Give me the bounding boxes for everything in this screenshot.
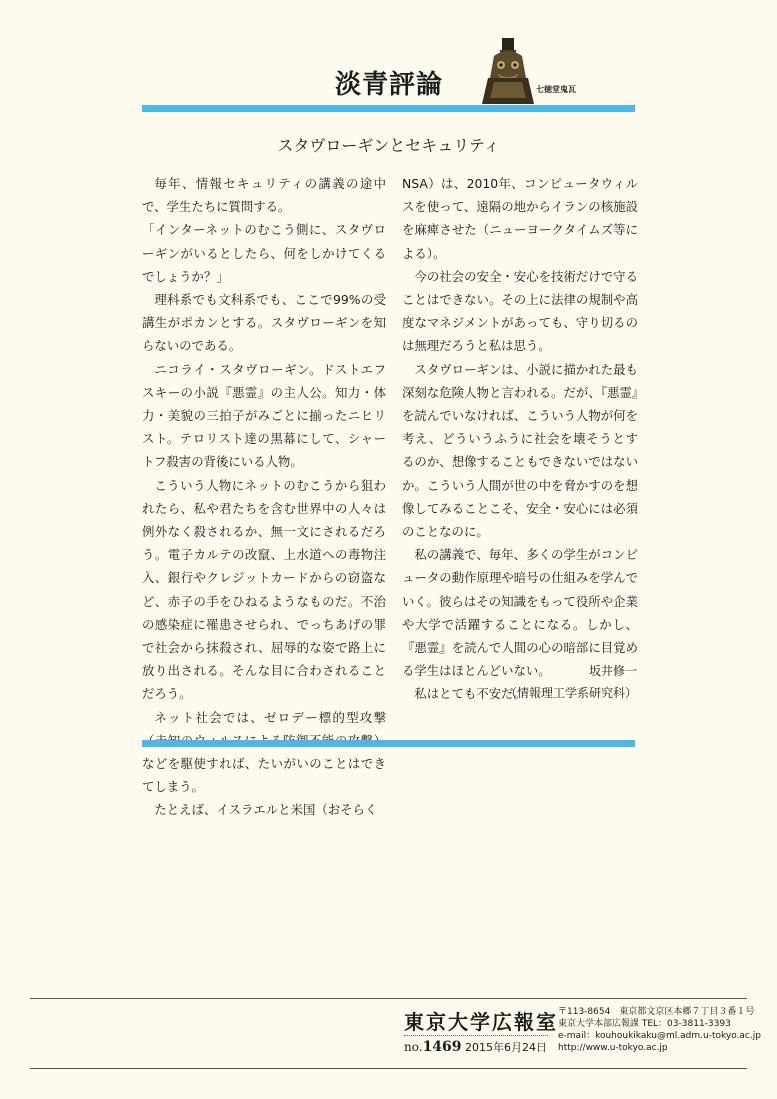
issue-dotted-divider: [404, 1035, 548, 1036]
article-right-column: [402, 172, 638, 706]
contact-info: [558, 1006, 761, 1054]
issue-number: 1469: [422, 1039, 462, 1055]
paragraph: 今の社会の安全・安心を技術だけで守ることはできない。その上に法律の規制や高度なマネジメントがあっても、守り切るのは無理だろうと私は思う。: [402, 268, 638, 354]
paragraph: 毎年、情報セキュリティの講義の途中で、学生たちに質問する。: [142, 176, 386, 215]
bottom-accent-rule: [142, 740, 635, 747]
author-affiliation: （情報理工学系研究科）: [504, 686, 637, 700]
paragraph: たとえば、イスラエルと米国（おそらく: [154, 802, 378, 818]
address: 〒113-8654 東京都文京区本郷７丁目３番１号: [558, 1007, 755, 1017]
paragraph: 理科系でも文科系でも、ここで99%の受講生がポカンとする。スタヴローギンを知らないのである。: [142, 292, 386, 354]
office-tel: 東京大学本部広報課 TEL：03-3811-3393: [558, 1019, 731, 1029]
statue-caption: 七徳堂鬼瓦: [536, 85, 576, 94]
issue-date: 2015年6月24日: [465, 1041, 548, 1054]
author-name: 坂井修一: [588, 664, 637, 678]
paragraph: ネット社会では、ゼロデー標的型攻撃 などを駆使すれば、たいがいのことはできてしまう。: [142, 709, 386, 795]
issue-prefix: no.: [404, 1040, 423, 1054]
onigawara-statue-image: [480, 38, 536, 104]
article-title: スタヴローギンとセキュリティ: [277, 136, 500, 155]
footer-divider-bottom: [30, 1068, 747, 1069]
email-link[interactable]: e-mail：kouhoukikaku@ml.adm.u-tokyo.ac.jp: [558, 1031, 761, 1041]
issue-info: [404, 1039, 547, 1055]
column-header: [142, 38, 635, 113]
office-name: 東京大学広報室: [404, 1010, 558, 1034]
paragraph: 私はとても不安だ。: [414, 686, 526, 702]
article-left-column: [142, 172, 386, 822]
paragraph-quote: 「インターネットのむこう側に、スタヴローギンがいるとしたら、何をしかけてくるでしょうか？」: [142, 222, 386, 284]
column-title: 淡青評論: [335, 70, 444, 100]
top-accent-rule: [142, 105, 635, 112]
paragraph: ニコライ・スタヴローギン。ドストエフスキーの小説『悪霊』の主人公。知力・体力・美貌の三拍子がみごとに揃ったニヒリスト。テロリスト達の黒幕にして、シャートフ殺害の背後にいる人物。: [142, 361, 386, 470]
footer-divider-top: [30, 998, 747, 999]
paragraph: スタヴローギンは、小説に描かれた最も深刻な危険人物と言われる。だが、『悪霊』を読んでいなければ、こういう人物が何を考え、どういうふうに社会を壊そうとするのか、想像することもできないではないか。こういう人間が世の中を脅かすのを想像してみることこそ、安全・安心には必須のことなのに。: [402, 361, 638, 540]
paragraph: 私の講義で、毎年、多くの学生がコンピュータの動作原理や暗号の仕組みを学んでいく。彼らはその知識をもって役所や企業や大学で活躍することになる。しかし、『悪霊』を読んで人間の心の暗部に目覚める学生はほとんどいない。: [402, 547, 638, 679]
paragraph: こういう人物にネットのむこうから狙われたら、私や君たちを含む世界中の人々は例外なく殺されるか、無一文にされるだろう。電子カルテの改竄、上水道への毒物注入、銀行やクレジットカードからの窃盗など、赤子の手をひねるようなものだ。不治の感染症に罹患させられ、でっちあげの罪で社会から抹殺され、屈辱的な姿で路上に放り出される。そんな目に合わされることだろう。: [142, 477, 386, 702]
author-signature: [402, 660, 637, 704]
website-link[interactable]: http://www.u-tokyo.ac.jp: [558, 1043, 668, 1053]
paragraph-continued: NSA）は、2010年、コンピュータウィルスを使って、遠隔の地からイランの核施設を麻痺させた（ニューヨークタイムズ等による）。: [402, 176, 638, 261]
